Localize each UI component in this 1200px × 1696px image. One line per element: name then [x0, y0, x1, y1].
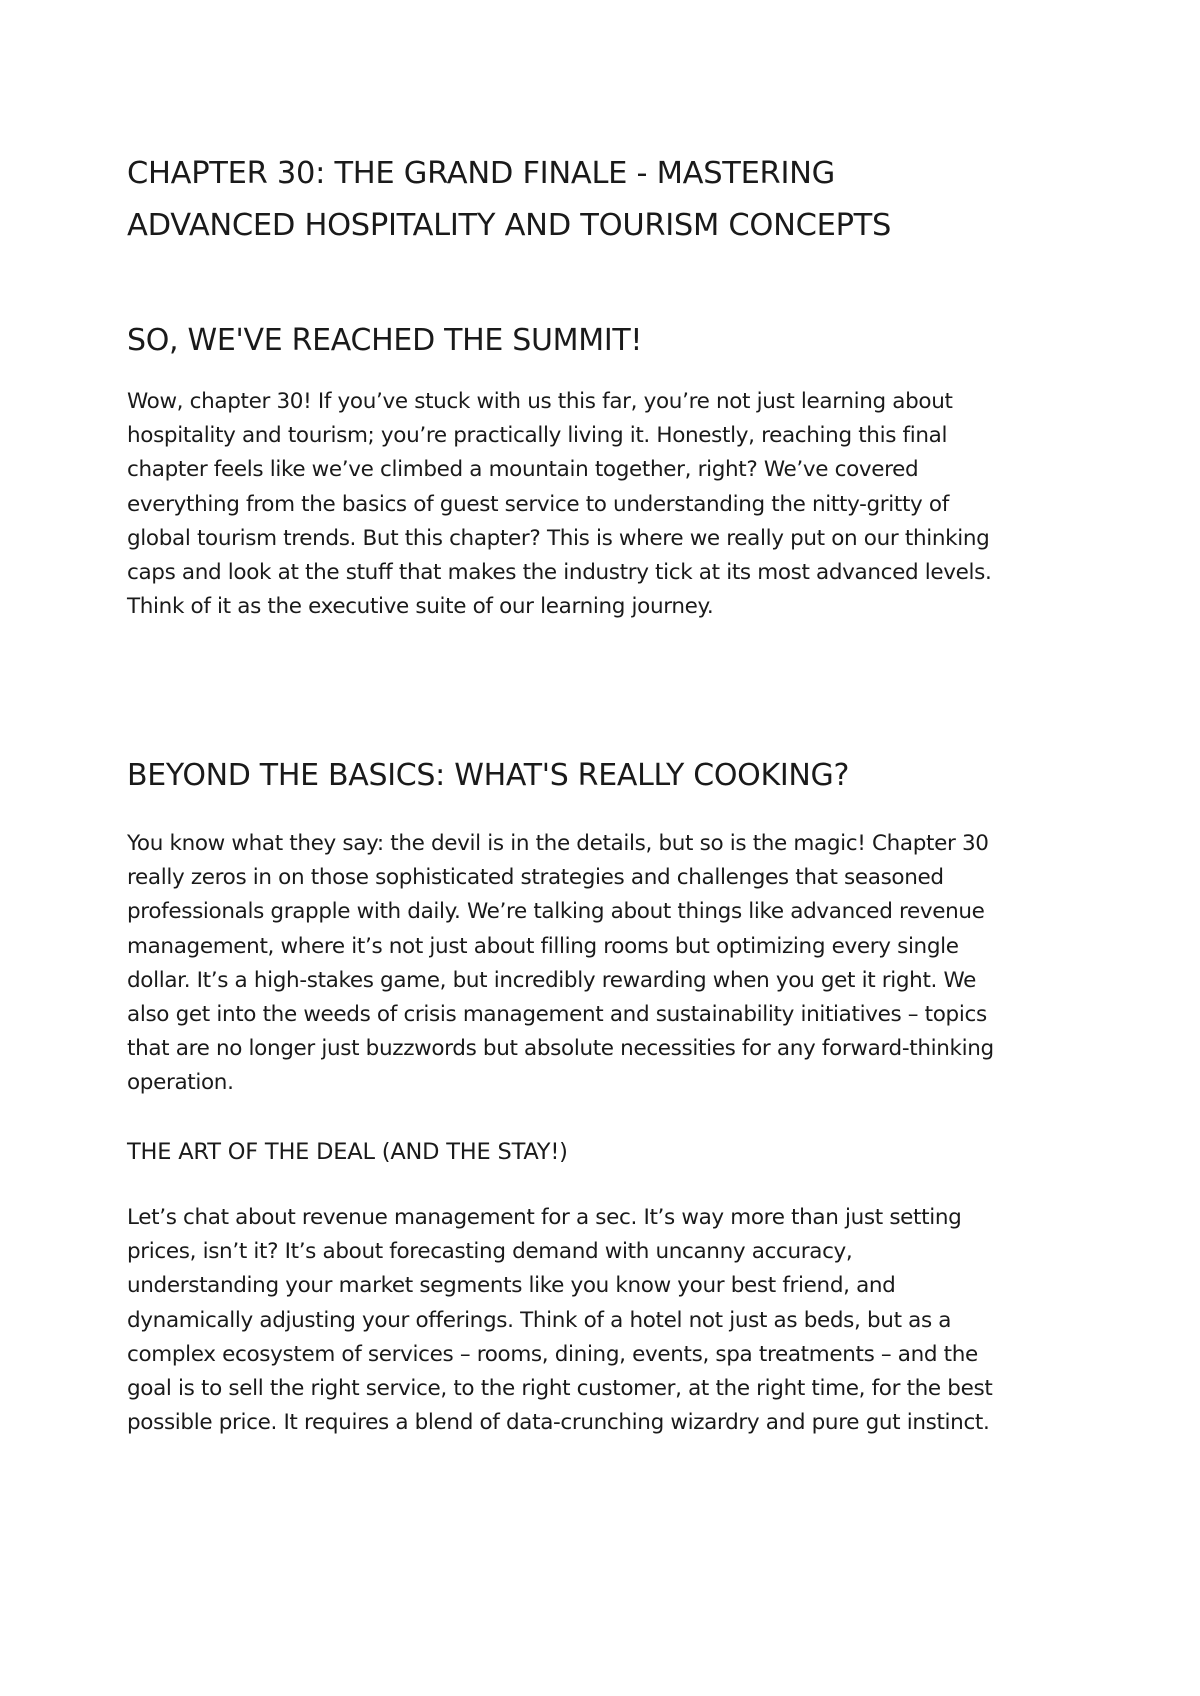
- paragraph-line: goal is to sell the right service, to the right customer, at the right time, for the best: [127, 1376, 993, 1402]
- paragraph-line: chapter feels like we’ve climbed a mountain together, right? We’ve covered: [127, 457, 919, 483]
- chapter-title: [127, 148, 1087, 252]
- paragraph-line: dollar. It’s a high-stakes game, but incredibly rewarding when you get it right. We: [127, 967, 977, 993]
- section-heading-beyond-basics: BEYOND THE BASICS: WHAT'S REALLY COOKING?: [127, 758, 850, 793]
- paragraph-line: Let’s chat about revenue management for a sec. It’s way more than just setting: [127, 1205, 962, 1230]
- paragraph-line: management, where it’s not just about filling rooms but optimizing every single: [127, 933, 959, 959]
- paragraph-line: global tourism trends. But this chapter? This is where we really put on our thinking: [127, 525, 990, 551]
- paragraph-line: everything from the basics of guest service to understanding the nitty-gritty of: [127, 491, 949, 517]
- paragraph-line: really zeros in on those sophisticated strategies and challenges that seasoned: [127, 865, 944, 891]
- section-beyond-basics-paragraph: [127, 827, 1087, 1101]
- paragraph-line: operation.: [127, 1070, 234, 1096]
- paragraph-line: understanding your market segments like you know your best friend, and: [127, 1273, 896, 1299]
- subsection-art-of-the-deal-paragraph: [127, 1201, 1087, 1440]
- paragraph-line: caps and look at the stuff that makes the industry tick at its most advanced levels.: [127, 560, 992, 586]
- chapter-title-line: CHAPTER 30: THE GRAND FINALE - MASTERING: [127, 156, 835, 191]
- paragraph-line: professionals grapple with daily. We’re talking about things like advanced revenue: [127, 899, 985, 925]
- section-heading-summit: SO, WE'VE REACHED THE SUMMIT!: [127, 323, 643, 358]
- paragraph-line: also get into the weeds of crisis management and sustainability initiatives – topics: [127, 1002, 987, 1028]
- paragraph-line: Wow, chapter 30! If you’ve stuck with us this far, you’re not just learning about: [127, 389, 953, 414]
- paragraph-line: prices, isn’t it? It’s about forecasting demand with uncanny accuracy,: [127, 1239, 853, 1265]
- paragraph-line: possible price. It requires a blend of data-crunching wizardry and pure gut instinct.: [127, 1410, 990, 1436]
- paragraph-line: You know what they say: the devil is in the details, but so is the magic! Chapter 30: [127, 831, 989, 856]
- paragraph-line: hospitality and tourism; you’re practically living it. Honestly, reaching this final: [127, 423, 948, 449]
- paragraph-line: dynamically adjusting your offerings. Think of a hotel not just as beds, but as a: [127, 1307, 952, 1333]
- subsection-heading-art-of-the-deal: THE ART OF THE DEAL (AND THE STAY!): [127, 1139, 568, 1165]
- paragraph-line: that are no longer just buzzwords but absolute necessities for any forward-thinking: [127, 1036, 994, 1062]
- paragraph-line: Think of it as the executive suite of our learning journey.: [127, 594, 714, 620]
- paragraph-line: complex ecosystem of services – rooms, dining, events, spa treatments – and the: [127, 1341, 978, 1367]
- section-summit-paragraph: [127, 385, 1087, 624]
- chapter-title-line: ADVANCED HOSPITALITY AND TOURISM CONCEPTS: [127, 208, 892, 243]
